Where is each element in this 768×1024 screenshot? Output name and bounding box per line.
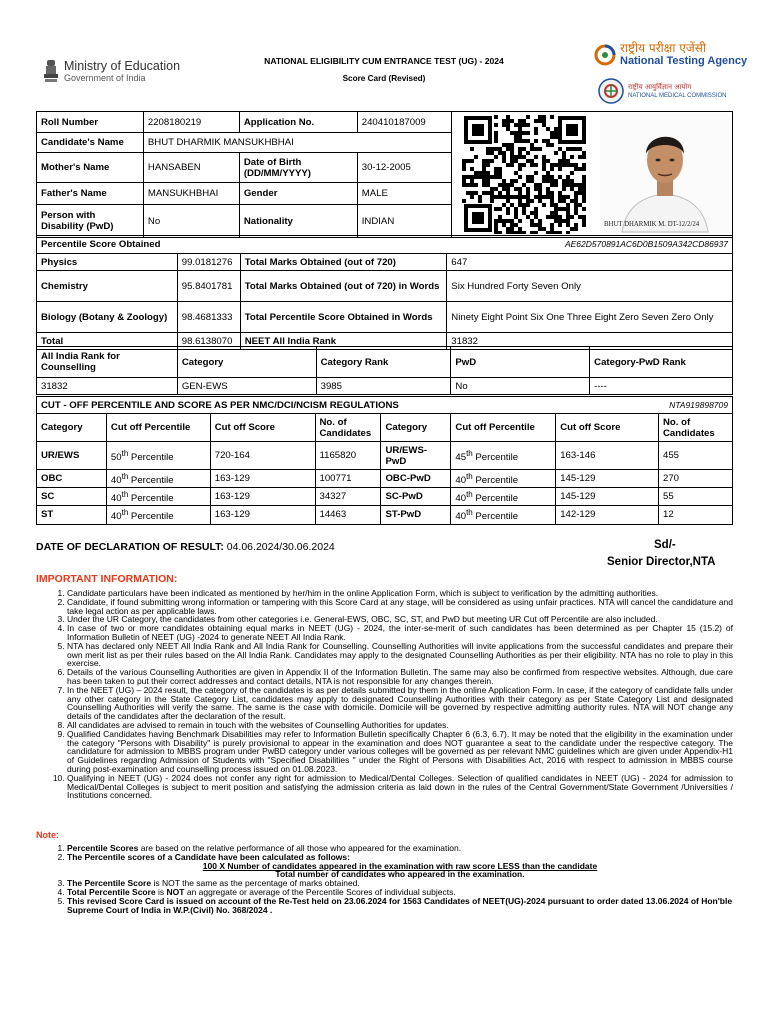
chemistry-value: 95.8401781 (177, 271, 240, 302)
percentile-num: 40 (110, 475, 122, 487)
nta-logo (594, 42, 747, 67)
percentile-word: Percentile (472, 452, 519, 464)
candidates-cell: 34327 (315, 488, 381, 506)
note-bold: The Percentile Score (67, 878, 152, 889)
category-value: GEN-EWS (177, 378, 316, 395)
dob-label: Date of Birth (DD/MM/YYYY) (239, 153, 357, 183)
cutoff-header: No. of Candidates (315, 414, 381, 442)
note-bold: NOT (166, 886, 185, 897)
score-cell: 720-164 (210, 442, 315, 470)
government-name: Government of India (64, 72, 146, 83)
declaration-value: 04.06.2024/30.06.2024 (223, 541, 335, 553)
list-item: 2. Candidate, if found submitting wrong information or tampering with this Score Card at any stage, will be considered as using unfair practices. NTA will cancel the candidature and take legal action as per applicable laws. (67, 598, 733, 616)
total-marks-value: 647 (447, 254, 733, 271)
rank-table (36, 346, 733, 395)
ordinal-suffix: th (121, 472, 129, 481)
category-cell: UR/EWS (37, 442, 107, 470)
list-item: 5. NTA has declared only NEET All India Rank and All India Rank for Counselling. Counselling Authorities will invite applications from the successful candidates and prepare their own merit list as per their rules based on the All India Rank. Candidates may apply to the designated Counselling Authorities as per their eligibility. NTA has no role to play in this exercise. (67, 642, 733, 668)
formula-denominator: Total number of candidates who appeared in the examination. (275, 869, 525, 880)
list-item: 9. Qualified Candidates having Benchmark Disabilities may refer to Information Bulletin specifically Chapter 6 (6.3, 6.7). It may be noted that the eligibility in the examination under the category "Persons with Disability" is purely provisional to appear in the examination and does NOT guarantee a seat to the candidate under the respective category. The candidature for admission to MBBS program under PwBD category under various colleges will be governed as per relevant NMC guidelines which are given under Appendix-H1 of Guidelines regarding Admission of Students with "Specified Disabilities " under the Right of Persons with Disabilities Act, 2016 with respect to admission in MBBS course during post-examination and counselling process issued on 01.08.2023. (67, 730, 733, 774)
cutoff-header: Cut off Percentile (451, 414, 556, 442)
nationality-label: Nationality (239, 205, 357, 238)
signatory: Senior Director,NTA (607, 556, 716, 568)
percentile-word: Percentile (128, 493, 174, 505)
ordinal-suffix: th (121, 448, 129, 458)
cutoff-header: Cut off Percentile (106, 414, 210, 442)
formula-numerator: 100 X Number of candidates appeared in the examination with raw score LESS than the candidate (202, 860, 598, 871)
list-item (67, 897, 733, 915)
nmc-hindi: राष्ट्रीय आयुर्विज्ञान आयोग (628, 82, 692, 91)
mother-label: Mother's Name (37, 153, 144, 183)
physics-label: Physics (37, 254, 178, 271)
declaration-date (36, 541, 335, 553)
candidates-cell: 100771 (315, 470, 381, 488)
nmc-logo (598, 78, 726, 104)
category-cell: SC-PwD (381, 488, 451, 506)
category-cell: OBC (37, 470, 107, 488)
total-label: Total (37, 333, 178, 350)
category-pwd-rank-label: Category-PwD Rank (590, 347, 733, 378)
ordinal-suffix: th (121, 490, 129, 500)
note-bold: This revised Score Card is issued on account of the Re-Test held on 23.06.2024 for 1563 Candidates of NEET(UG)-2024 pursuant to order dated 13.06.2024 of Hon'ble Supreme Court of India in W.P.(Civil) No. 368/2024 . (67, 895, 733, 915)
category-cell: ST-PwD (381, 506, 451, 524)
gender-label: Gender (239, 183, 357, 205)
candidates-cell: 12 (658, 506, 732, 524)
percentile-cell (106, 470, 210, 488)
biology-value: 98.4681333 (177, 302, 240, 333)
marks-words-value: Six Hundred Forty Seven Only (447, 271, 733, 302)
percentile-num: 50 (110, 452, 122, 464)
list-item: 8. All candidates are advised to remain in touch with the websites of Counselling Authorities for updates. (67, 721, 733, 730)
percentile-label: Percentile Score Obtained (37, 236, 447, 254)
name-label: Candidate's Name (37, 133, 144, 153)
percentile-cell (451, 442, 556, 470)
cutoff-header: Category (37, 414, 107, 442)
nmc-english: NATIONAL MEDICAL COMMISSION (628, 92, 727, 99)
table-row (37, 488, 733, 506)
roll-value: 2208180219 (143, 112, 239, 133)
total-marks-label: Total Marks Obtained (out of 720) (240, 254, 447, 271)
name-value: BHUT DHARMIK MANSUKHBHAI (143, 133, 451, 153)
category-pwd-rank-value: ---- (590, 378, 733, 395)
cutoff-title: CUT - OFF PERCENTILE AND SCORE AS PER NMC/DCI/NCISM REGULATIONS (37, 397, 556, 414)
scorecard-subtitle: Score Card (Revised) (342, 74, 426, 83)
mother-value: HANSABEN (143, 153, 239, 183)
marks-words-label: Total Marks Obtained (out of 720) in Words (240, 271, 447, 302)
percentile-word: Percentile (472, 511, 519, 523)
chemistry-label: Chemistry (37, 271, 178, 302)
candidates-cell: 1165820 (315, 442, 381, 470)
percentile-word: Percentile (472, 475, 519, 487)
percentile-word: Percentile (128, 511, 174, 523)
percentile-cell (106, 488, 210, 506)
candidate-photo (600, 114, 730, 234)
category-cell: UR/EWS-PwD (381, 442, 451, 470)
note-bold: The Percentile scores of a Candidate have been calculated as follows: (67, 851, 350, 862)
candidates-cell: 455 (658, 442, 732, 470)
physics-value: 99.0181276 (177, 254, 240, 271)
ordinal-suffix: th (466, 448, 473, 458)
exam-title: NATIONAL ELIGIBILITY CUM ENTRANCE TEST (UG) - 2024 (264, 56, 504, 66)
percentile-cell (106, 506, 210, 524)
category-cell: OBC-PwD (381, 470, 451, 488)
percentile-cell (106, 442, 210, 470)
nta-english: National Testing Agency (620, 55, 748, 67)
hash-code: AE62D570891AC6D0B1509A342CD86937 (447, 236, 733, 254)
note-bold: Total Percentile Score (67, 886, 156, 897)
percentile-num: 40 (110, 511, 122, 523)
important-heading: IMPORTANT INFORMATION: (36, 573, 178, 585)
category-rank-label: Category Rank (316, 347, 451, 378)
nta-logo-icon (594, 44, 616, 66)
cutoff-header: Category (381, 414, 451, 442)
list-item: 3. Under the UR Category, the candidates from other categories i.e. General-EWS, OBC, SC, ST, and PwD but meeting UR Cut off Percentile are also included. (67, 615, 733, 624)
air-value: 31832 (447, 333, 733, 350)
header (0, 0, 768, 110)
rank-counselling-label: All India Rank for Counselling (37, 347, 178, 378)
percentile-cell (451, 470, 556, 488)
nmc-logo-icon (598, 78, 624, 104)
ordinal-suffix: th (121, 508, 129, 518)
rank-counselling-value: 31832 (37, 378, 178, 395)
list-item: 10. Qualifying in NEET (UG) - 2024 does not confer any right for admission to Medical/Dental Colleges. Selection of qualified candidates in NEET (UG) - 2024 for admission to Medical/Dental Colleges is subject to merit position and satisfying the admission criteria as laid down in the rules of the Central Government/State Government /Universities / Institutions concerned. (67, 774, 733, 800)
score-cell: 145-129 (556, 488, 659, 506)
note-text: an aggregate or average of the Percentile Scores of individual subjects. (184, 886, 456, 897)
score-cell: 163-129 (210, 488, 315, 506)
percentile-num: 40 (455, 475, 467, 487)
cutoff-code: NTA919898709 (556, 397, 733, 414)
percentile-words-value: Ninety Eight Point Six One Three Eight Zero Seven Zero Only (447, 302, 733, 333)
candidates-cell: 14463 (315, 506, 381, 524)
application-label: Application No. (239, 112, 357, 133)
percentile-words-label: Total Percentile Score Obtained in Words (240, 302, 447, 333)
list-item: 1. Candidate particulars have been indicated as mentioned by her/him in the online Application Form, which is subject to verification by the admitting authorities. (67, 589, 733, 598)
rank-pwd-label: PwD (451, 347, 590, 378)
ordinal-suffix: th (466, 508, 473, 518)
air-label: NEET All India Rank (240, 333, 447, 350)
percentile-word: Percentile (128, 475, 174, 487)
percentile-word: Percentile (472, 493, 519, 505)
score-cell: 163-129 (210, 506, 315, 524)
nta-hindi: राष्ट्रीय परीक्षा एजेंसी (620, 41, 707, 55)
dob-value: 30-12-2005 (357, 153, 451, 183)
pwd-value: No (143, 205, 239, 238)
ordinal-suffix: th (466, 472, 473, 481)
category-label: Category (177, 347, 316, 378)
qr-code (460, 114, 590, 234)
table-row (37, 506, 733, 524)
scores-table (36, 235, 733, 350)
cutoff-header: Cut off Score (556, 414, 659, 442)
percentile-formula (67, 862, 733, 880)
important-list (67, 589, 733, 800)
cutoff-header: Cut off Score (210, 414, 315, 442)
roll-label: Roll Number (37, 112, 144, 133)
ministry-name: Ministry of Education (64, 58, 181, 73)
score-cell: 142-129 (556, 506, 659, 524)
note-heading: Note: (36, 830, 59, 840)
declaration-label: DATE OF DECLARATION OF RESULT: (36, 541, 224, 553)
father-value: MANSUKHBHAI (143, 183, 239, 205)
percentile-num: 40 (110, 493, 122, 505)
table-row (37, 470, 733, 488)
biology-label: Biology (Botany & Zoology) (37, 302, 178, 333)
note-text: are based on the relative performance of all those who appeared for the examination. (138, 843, 462, 853)
gender-value: MALE (357, 183, 451, 205)
score-cell: 163-146 (556, 442, 659, 470)
list-item: 6. Details of the various Counselling Authorities are given in Appendix II of the Information Bulletin. The same may also be confirmed from respective websites. Although, due care has been taken to put their correct addresses and contact details, NTA is not responsible for any changes therein. (67, 668, 733, 686)
candidate-portrait-icon (600, 114, 730, 234)
percentile-num: 40 (455, 511, 467, 523)
signature: Sd/- (654, 539, 676, 551)
percentile-cell (451, 506, 556, 524)
application-value: 240410187009 (357, 112, 451, 133)
list-item: 7. In the NEET (UG) – 2024 result, the category of the candidates is as per details submitted by them in the online Application Form. In case, if the category of candidate falls under any other category in the State Category List, candidates may apply to designated Counselling Authorities with their category as per State Category List and designated Counselling Authorities will verify the same. The same is the case with domicile. Domicile will be governed by respective admitting authority rules. NTA will NOT change any details of the candidates after the declaration of the result. (67, 686, 733, 721)
score-cell: 163-129 (210, 470, 315, 488)
list-item: 4. In case of two or more candidates obtaining equal marks in NEET (UG) - 2024, the inter-se-merit of such candidates has been determined as per Chapter 15 (15.2) of Information Bulletin of NEET (UG) -2024 to generate NEET All India Rank. (67, 624, 733, 642)
percentile-num: 45 (455, 452, 467, 464)
father-label: Father's Name (37, 183, 144, 205)
score-cell: 145-129 (556, 470, 659, 488)
note-list (67, 844, 733, 914)
category-cell: ST (37, 506, 107, 524)
cutoff-header: No. of Candidates (658, 414, 732, 442)
rank-pwd-value: No (451, 378, 590, 395)
category-rank-value: 3985 (316, 378, 451, 395)
note-bold: Percentile Scores (67, 843, 139, 853)
ordinal-suffix: th (466, 490, 473, 500)
nationality-value: INDIAN (357, 205, 451, 238)
percentile-cell (451, 488, 556, 506)
candidates-cell: 270 (658, 470, 732, 488)
candidates-cell: 55 (658, 488, 732, 506)
percentile-num: 40 (455, 493, 467, 505)
photo-caption: BHUT DHARMIK M. DT-12/2/24 (604, 221, 700, 228)
list-item (67, 853, 733, 879)
table-row (37, 442, 733, 470)
note-text: is (155, 886, 167, 897)
percentile-word: Percentile (128, 452, 174, 464)
cutoff-table (36, 396, 733, 525)
pwd-label: Person with Disability (PwD) (37, 205, 144, 238)
category-cell: SC (37, 488, 107, 506)
total-percentile-value: 98.6138070 (177, 333, 240, 350)
note-text: is NOT the same as the percentage of marks obtained. (151, 878, 360, 889)
